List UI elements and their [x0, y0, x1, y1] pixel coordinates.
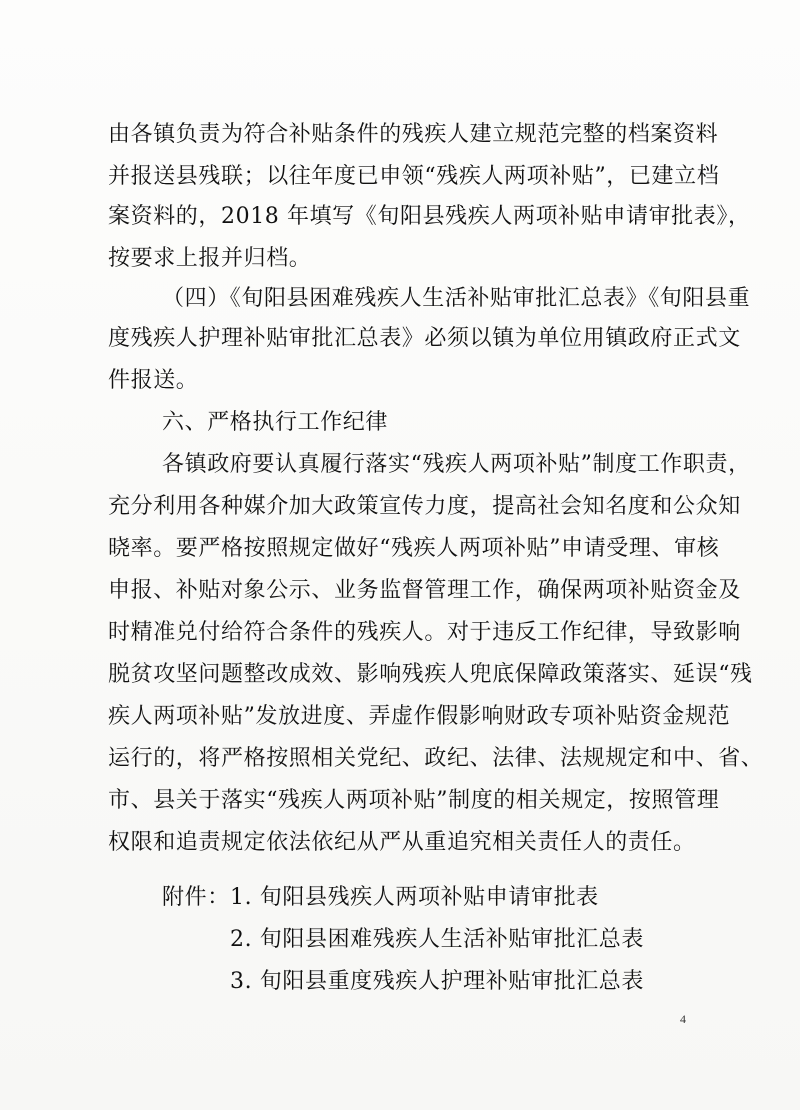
paragraph-line: 由各镇负责为符合补贴条件的残疾人建立规范完整的档案资料	[108, 122, 719, 147]
paragraph-line: 权限和追责规定依法依纪从严从重追究相关责任人的责任。	[108, 830, 696, 855]
section-heading: 六、严格执行工作纪律	[162, 410, 389, 435]
paragraph-line: 案资料的，2018 年填写《旬阳县残疾人两项补贴申请审批表》，	[108, 204, 751, 229]
paragraph-line: 并报送县残联；以往年度已申领“残疾人两项补贴”，已建立档	[108, 164, 720, 189]
paragraph-line: 运行的，将严格按照相关党纪、政纪、法律、法规规定和中、省、	[108, 746, 764, 771]
paragraph-line: 市、县关于落实“残疾人两项补贴”制度的相关规定，按照管理	[108, 788, 720, 813]
paragraph-line: 申报、补贴对象公示、业务监督管理工作，确保两项补贴资金及	[108, 578, 741, 603]
paragraph-line: 时精准兑付给符合条件的残疾人。对于违反工作纪律，导致影响	[108, 620, 741, 645]
paragraph-line: 度残疾人护理补贴审批汇总表》必须以镇为单位用镇政府正式文	[108, 326, 741, 351]
paragraph-line: 晓率。要严格按照规定做好“残疾人两项补贴”申请受理、审核	[108, 536, 720, 561]
attachment-item: 3. 旬阳县重度残疾人护理补贴审批汇总表	[230, 969, 644, 994]
paragraph-line: 脱贫攻坚问题整改成效、影响残疾人兜底保障政策落实、延误“残	[108, 662, 753, 687]
paragraph-line: 件报送。	[108, 368, 199, 393]
paragraph-line: 各镇政府要认真履行落实“残疾人两项补贴”制度工作职责，	[162, 452, 751, 477]
paragraph-line: 疾人两项补贴”发放进度、弄虚作假影响财政专项补贴资金规范	[108, 704, 731, 729]
attachments-label: 附件：	[162, 885, 230, 910]
page-number: 4	[680, 1012, 686, 1026]
paragraph-line: 按要求上报并归档。	[108, 246, 312, 271]
paragraph-line: （四）《旬阳县困难残疾人生活补贴审批汇总表》《旬阳县重	[162, 286, 751, 311]
attachment-item: 1. 旬阳县残疾人两项补贴申请审批表	[230, 885, 599, 910]
attachment-item: 2. 旬阳县困难残疾人生活补贴审批汇总表	[230, 927, 644, 952]
paragraph-line: 充分利用各种媒介加大政策宣传力度，提高社会知名度和公众知	[108, 494, 741, 519]
